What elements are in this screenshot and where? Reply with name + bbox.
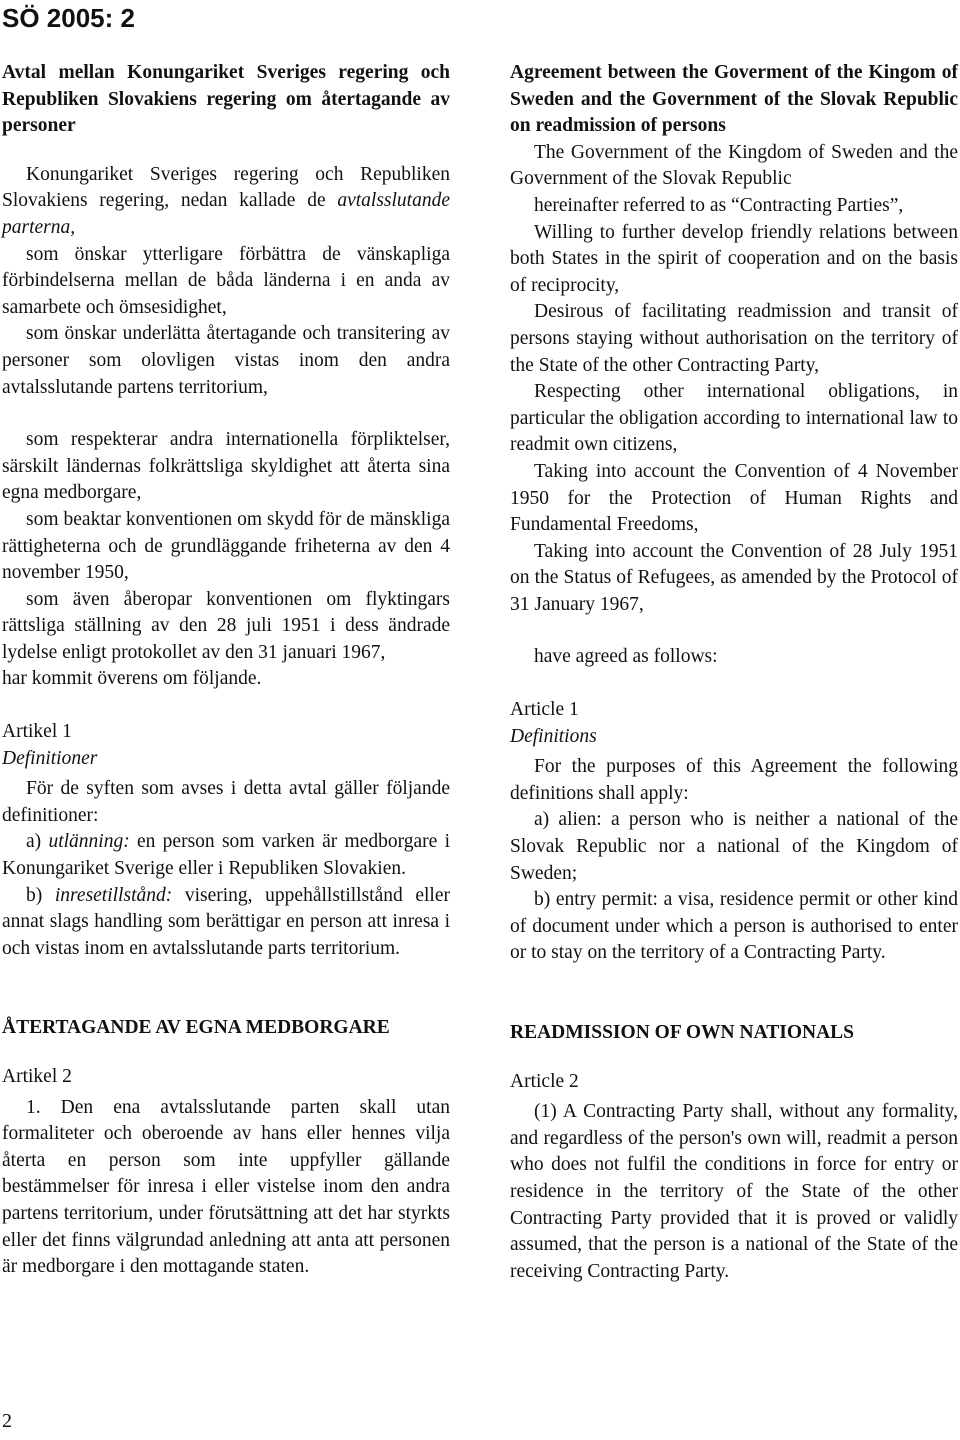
swedish-definition-b-term: inresetillstånd:: [54, 884, 173, 906]
swedish-definition-b: [2, 883, 450, 963]
english-preamble-1: The Government of the Kingdom of Sweden and the Government of the Slovak Republic: [510, 141, 958, 190]
english-definition-a: a) alien: a person who is neither a national of the Slovak Republic nor a national of the Kingdom of Sweden;: [510, 809, 958, 884]
swedish-article-2-paragraph-1: 1. Den ena avtalsslutande parten skall utan formaliteter och oberoende av hans eller hennes vilja återta en person som inte uppfyller gällande bestämmelser för inresa i eller vistelse inom den andra partens territorium, under förutsättning att det har styrkts eller det finns välgrundad anledning att anta att personen är medborgare i den mottagande staten.: [2, 1096, 450, 1278]
swedish-section-heading: ÅTERTAGANDE AV EGNA MEDBORGARE: [2, 1017, 390, 1039]
english-agreement: have agreed as follows:: [534, 646, 718, 668]
english-article-1-intro: For the purposes of this Agreement the following definitions shall apply:: [510, 756, 958, 804]
swedish-definition-a-prefix: a): [26, 831, 49, 853]
swedish-title: Avtal mellan Konungariket Sveriges regering och Republiken Slovakiens regering om återtagande av personer: [2, 62, 450, 137]
swedish-definition-a-term: utlänning:: [48, 831, 130, 853]
english-definition-b: b) entry permit: a visa, residence permit or other kind of document under which a person is authorised to enter or to stay on the territory of a Contracting Party.: [510, 889, 958, 964]
swedish-article-1-heading: Artikel 1: [2, 721, 72, 743]
swedish-parties-term: avtalsslutande parterna,: [2, 190, 451, 238]
swedish-preamble-parties: [2, 162, 450, 242]
english-column: [510, 60, 958, 1285]
swedish-definition-b-text: visering, uppehållstillstånd eller annat slags handling som berättigar en person att inresa i och vistas inom en avtalsslutande parts territorium.: [2, 884, 451, 959]
swedish-article-1-intro: För de syften som avses i detta avtal gäller följande definitioner:: [2, 778, 450, 826]
english-recital-3: Respecting other international obligations, in particular the obligation according to international law to readmit own citizens,: [510, 381, 958, 456]
english-article-2-paragraph-1: (1) A Contracting Party shall, without any formality, and regardless of the person's own will, readmit a person who does not fulfil the conditions in force for entry or residence in the territory of the State of the other Contracting Party provided that it is proved or validly assumed, that the person is a national of the State of the receiving Contracting Party.: [510, 1101, 958, 1282]
english-recital-2: Desirous of facilitating readmission and transit of persons staying without authorisation on the territory of the State of the other Contracting Party,: [510, 301, 958, 376]
english-title: Agreement between the Goverment of the Kingom of Sweden and the Government of the Slovak Republic on readmission of persons: [510, 62, 958, 137]
swedish-column: [2, 60, 450, 1281]
english-recital-5: Taking into account the Convention of 28 July 1951 on the Status of Refugees, as amended by the Protocol of 31 January 1967,: [510, 540, 958, 615]
swedish-article-2-heading: Artikel 2: [2, 1066, 72, 1087]
swedish-recital-5: som även åberopar konventionen om flyktingars rättsliga ställning av den 28 juli 1951 i dess ändrade lydelse enligt protokollet av den 31 januari 1967,: [2, 588, 450, 663]
english-article-1-heading: Article 1: [510, 699, 579, 721]
page-number: 2: [2, 1410, 12, 1432]
swedish-article-1-subheading: Definitioner: [2, 747, 98, 769]
swedish-definition-a: [2, 829, 450, 882]
swedish-recital-4: som beaktar konventionen om skydd för de mänskliga rättigheterna och de grundläggande friheterna av den 4 november 1950,: [2, 508, 450, 584]
english-article-2-heading: Article 2: [510, 1070, 579, 1092]
swedish-preamble-parties-text: Konungariket Sveriges regering och Republiken Slovakiens regering, nedan kallade de: [2, 163, 450, 212]
series-number: SÖ 2005: 2: [2, 3, 135, 33]
english-preamble-2: hereinafter referred to as “Contracting Parties”,: [534, 194, 904, 216]
swedish-recital-2: som önskar underlätta återtagande och transitering av personer som olovligen vistas inom den andra avtalsslutande partens territorium,: [2, 323, 450, 398]
swedish-recital-1: som önskar ytterligare förbättra de vänskapliga förbindelserna mellan de båda länderna i en anda av samarbete och ömsesidighet,: [2, 243, 450, 318]
english-article-1-subheading: Definitions: [510, 725, 597, 747]
swedish-agreement: har kommit överens om följande.: [2, 668, 262, 690]
english-recital-1: Willing to further develop friendly relations between both States in the spirit of cooperation and on the basis of reciprocity,: [510, 221, 958, 296]
english-recital-4: Taking into account the Convention of 4 November 1950 for the Protection of Human Rights and Fundamental Freedoms,: [510, 460, 958, 536]
swedish-definition-b-prefix: b): [26, 884, 55, 906]
swedish-definition-a-text: en person som varken är medborgare i Konungariket Sverige eller i Republiken Slovakien.: [2, 831, 450, 880]
swedish-recital-3: som respekterar andra internationella förpliktelser, särskilt ländernas folkrättsliga skyldighet att återta sina egna medborgare,: [2, 429, 450, 504]
english-section-heading: READMISSION OF OWN NATIONALS: [510, 1022, 855, 1043]
